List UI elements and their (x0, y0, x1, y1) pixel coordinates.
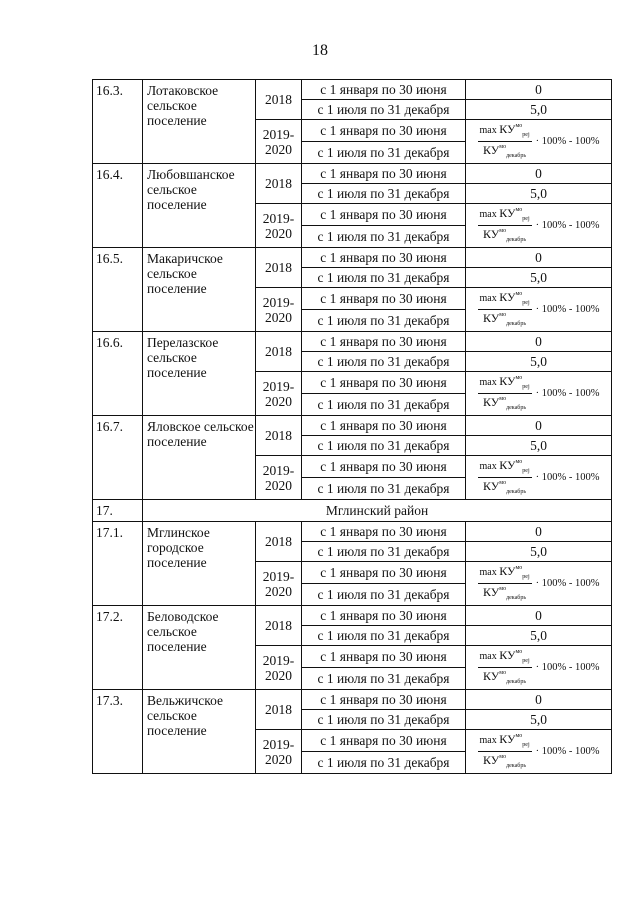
formula-max: max (479, 377, 497, 388)
period-cell: с 1 июля по 31 декабря (302, 310, 466, 332)
period-cell: с 1 июля по 31 декабря (302, 584, 466, 606)
settlement-name: Перелазское сельское поселение (143, 332, 256, 416)
period-cell: с 1 января по 30 июня (302, 332, 466, 352)
formula-fraction (478, 457, 532, 498)
formula-denominator (478, 584, 532, 604)
growth-formula (466, 731, 611, 772)
value-cell: 5,0 (466, 710, 612, 730)
period-cell: с 1 июля по 31 декабря (302, 668, 466, 690)
formula-sup: мо (515, 375, 523, 381)
table-row (93, 332, 612, 352)
formula-cell (466, 730, 612, 774)
formula-sup: мо (499, 480, 507, 486)
formula-cell (466, 646, 612, 690)
formula-sup: мо (499, 396, 507, 402)
formula-tail: · 100% - 100% (535, 220, 600, 231)
formula-fraction (478, 647, 532, 688)
period-cell: с 1 января по 30 июня (302, 522, 466, 542)
formula-denominator (478, 752, 532, 772)
period-cell: с 1 июля по 31 декабря (302, 100, 466, 120)
period-cell: с 1 января по 30 июня (302, 690, 466, 710)
formula-ku: КУ (499, 122, 516, 136)
period-cell: с 1 января по 30 июня (302, 606, 466, 626)
formula-sup: мо (515, 207, 523, 213)
period-cell: с 1 января по 30 июня (302, 730, 466, 752)
settlement-name: Макаричское сельское поселение (143, 248, 256, 332)
formula-tail: · 100% - 100% (535, 578, 600, 589)
formula-ku: КУ (483, 395, 500, 409)
formula-numerator (478, 731, 532, 752)
value-cell: 5,0 (466, 542, 612, 562)
year-cell: 2019- 2020 (256, 120, 302, 164)
formula-sup: мо (499, 670, 507, 676)
formula-cell (466, 204, 612, 248)
year-cell: 2019- 2020 (256, 204, 302, 248)
tariff-table (92, 79, 612, 774)
formula-max: max (479, 293, 497, 304)
period-cell: с 1 января по 30 июня (302, 562, 466, 584)
formula-sub: декабрь (506, 595, 527, 601)
row-number: 16.6. (93, 332, 143, 416)
formula-denominator (478, 310, 532, 330)
period-cell: с 1 июля по 31 декабря (302, 710, 466, 730)
row-number: 17. (93, 500, 143, 522)
formula-denominator (478, 478, 532, 498)
growth-formula (466, 563, 611, 604)
period-cell: с 1 июля по 31 декабря (302, 184, 466, 204)
formula-tail: · 100% - 100% (535, 472, 600, 483)
year-cell: 2019- 2020 (256, 562, 302, 606)
formula-denominator (478, 142, 532, 162)
value-cell: 0 (466, 80, 612, 100)
year-cell: 2018 (256, 416, 302, 456)
table-row (93, 80, 612, 100)
value-cell: 0 (466, 416, 612, 436)
formula-sup: мо (499, 228, 507, 234)
row-number: 17.3. (93, 690, 143, 774)
year-cell: 2018 (256, 248, 302, 288)
row-number: 16.3. (93, 80, 143, 164)
value-cell: 5,0 (466, 268, 612, 288)
period-cell: с 1 июля по 31 декабря (302, 142, 466, 164)
value-cell: 5,0 (466, 352, 612, 372)
formula-numerator (478, 457, 532, 478)
formula-ku: КУ (499, 290, 516, 304)
formula-tail: · 100% - 100% (535, 304, 600, 315)
period-cell: с 1 января по 30 июня (302, 646, 466, 668)
formula-numerator (478, 121, 532, 142)
growth-formula (466, 121, 611, 162)
year-cell: 2018 (256, 690, 302, 730)
formula-denominator (478, 394, 532, 414)
period-cell: с 1 января по 30 июня (302, 120, 466, 142)
formula-sup: мо (499, 754, 507, 760)
settlement-name: Лотаковское сельское поселение (143, 80, 256, 164)
formula-denominator (478, 226, 532, 246)
formula-ku: КУ (483, 227, 500, 241)
year-cell: 2019- 2020 (256, 372, 302, 416)
formula-ku: КУ (483, 585, 500, 599)
row-number: 17.1. (93, 522, 143, 606)
table-row (93, 690, 612, 710)
year-cell: 2018 (256, 606, 302, 646)
formula-ku: КУ (483, 753, 500, 767)
year-cell: 2018 (256, 164, 302, 204)
formula-sup: мо (499, 312, 507, 318)
formula-numerator (478, 205, 532, 226)
period-cell: с 1 января по 30 июня (302, 248, 466, 268)
formula-sub: декабрь (506, 489, 527, 495)
formula-tail: · 100% - 100% (535, 136, 600, 147)
formula-sub: декабрь (506, 153, 527, 159)
formula-max: max (479, 125, 497, 136)
formula-sup: мо (515, 565, 523, 571)
growth-formula (466, 289, 611, 330)
value-cell: 0 (466, 606, 612, 626)
settlement-name: Яловское сельское поселение (143, 416, 256, 500)
period-cell: с 1 июля по 31 декабря (302, 626, 466, 646)
growth-formula (466, 373, 611, 414)
formula-fraction (478, 121, 532, 162)
formula-fraction (478, 731, 532, 772)
formula-numerator (478, 647, 532, 668)
row-number: 16.7. (93, 416, 143, 500)
value-cell: 0 (466, 164, 612, 184)
formula-cell (466, 372, 612, 416)
formula-cell (466, 456, 612, 500)
formula-sub: декабрь (506, 679, 527, 685)
formula-sub: pej (522, 384, 530, 390)
formula-fraction (478, 373, 532, 414)
formula-tail: · 100% - 100% (535, 662, 600, 673)
row-number: 16.4. (93, 164, 143, 248)
formula-sub: декабрь (506, 405, 527, 411)
value-cell: 5,0 (466, 184, 612, 204)
formula-sup: мо (499, 144, 507, 150)
formula-ku: КУ (499, 732, 516, 746)
formula-sub: pej (522, 574, 530, 580)
formula-sub: декабрь (506, 321, 527, 327)
formula-ku: КУ (499, 206, 516, 220)
year-cell: 2019- 2020 (256, 288, 302, 332)
formula-denominator (478, 668, 532, 688)
region-row (93, 500, 612, 522)
formula-sub: pej (522, 742, 530, 748)
year-cell: 2019- 2020 (256, 730, 302, 774)
formula-cell (466, 288, 612, 332)
year-cell: 2019- 2020 (256, 456, 302, 500)
page-number: 18 (312, 42, 328, 59)
settlement-name: Мглинское городское поселение (143, 522, 256, 606)
formula-sup: мо (515, 733, 523, 739)
year-cell: 2018 (256, 80, 302, 120)
table-row (93, 522, 612, 542)
region-name: Мглинский район (143, 500, 612, 522)
period-cell: с 1 января по 30 июня (302, 456, 466, 478)
formula-tail: · 100% - 100% (535, 746, 600, 757)
formula-cell (466, 562, 612, 606)
growth-formula (466, 647, 611, 688)
formula-ku: КУ (483, 669, 500, 683)
period-cell: с 1 июля по 31 декабря (302, 478, 466, 500)
settlement-name: Любовшанское сельское поселение (143, 164, 256, 248)
table-row (93, 606, 612, 626)
formula-sup: мо (515, 123, 523, 129)
formula-ku: КУ (483, 479, 500, 493)
formula-max: max (479, 735, 497, 746)
formula-sup: мо (499, 586, 507, 592)
value-cell: 0 (466, 522, 612, 542)
period-cell: с 1 июля по 31 декабря (302, 268, 466, 288)
period-cell: с 1 января по 30 июня (302, 372, 466, 394)
formula-tail: · 100% - 100% (535, 388, 600, 399)
formula-max: max (479, 651, 497, 662)
growth-formula (466, 205, 611, 246)
period-cell: с 1 января по 30 июня (302, 416, 466, 436)
formula-sub: pej (522, 300, 530, 306)
formula-ku: КУ (499, 458, 516, 472)
period-cell: с 1 июля по 31 декабря (302, 436, 466, 456)
value-cell: 5,0 (466, 436, 612, 456)
formula-max: max (479, 567, 497, 578)
table-row (93, 164, 612, 184)
formula-sub: pej (522, 132, 530, 138)
formula-numerator (478, 373, 532, 394)
year-cell: 2019- 2020 (256, 646, 302, 690)
formula-numerator (478, 563, 532, 584)
settlement-name: Беловодское сельское поселение (143, 606, 256, 690)
formula-ku: КУ (483, 311, 500, 325)
settlement-name: Вельжичское сельское поселение (143, 690, 256, 774)
formula-sub: pej (522, 468, 530, 474)
formula-numerator (478, 289, 532, 310)
period-cell: с 1 января по 30 июня (302, 288, 466, 310)
period-cell: с 1 июля по 31 декабря (302, 542, 466, 562)
value-cell: 0 (466, 332, 612, 352)
period-cell: с 1 июля по 31 декабря (302, 352, 466, 372)
formula-max: max (479, 209, 497, 220)
period-cell: с 1 января по 30 июня (302, 204, 466, 226)
row-number: 16.5. (93, 248, 143, 332)
formula-sub: декабрь (506, 237, 527, 243)
formula-sub: pej (522, 216, 530, 222)
value-cell: 5,0 (466, 626, 612, 646)
formula-fraction (478, 563, 532, 604)
formula-sup: мо (515, 291, 523, 297)
year-cell: 2018 (256, 522, 302, 562)
formula-sup: мо (515, 459, 523, 465)
formula-ku: КУ (499, 564, 516, 578)
growth-formula (466, 457, 611, 498)
value-cell: 5,0 (466, 100, 612, 120)
formula-ku: КУ (499, 374, 516, 388)
formula-max: max (479, 461, 497, 472)
formula-fraction (478, 205, 532, 246)
period-cell: с 1 июля по 31 декабря (302, 394, 466, 416)
formula-sub: pej (522, 658, 530, 664)
formula-sub: декабрь (506, 763, 527, 769)
row-number: 17.2. (93, 606, 143, 690)
value-cell: 0 (466, 248, 612, 268)
period-cell: с 1 июля по 31 декабря (302, 226, 466, 248)
year-cell: 2018 (256, 332, 302, 372)
formula-fraction (478, 289, 532, 330)
table-row (93, 416, 612, 436)
period-cell: с 1 января по 30 июня (302, 164, 466, 184)
formula-ku: КУ (483, 143, 500, 157)
formula-cell (466, 120, 612, 164)
formula-sup: мо (515, 649, 523, 655)
period-cell: с 1 июля по 31 декабря (302, 752, 466, 774)
formula-ku: КУ (499, 648, 516, 662)
value-cell: 0 (466, 690, 612, 710)
period-cell: с 1 января по 30 июня (302, 80, 466, 100)
table-row (93, 248, 612, 268)
